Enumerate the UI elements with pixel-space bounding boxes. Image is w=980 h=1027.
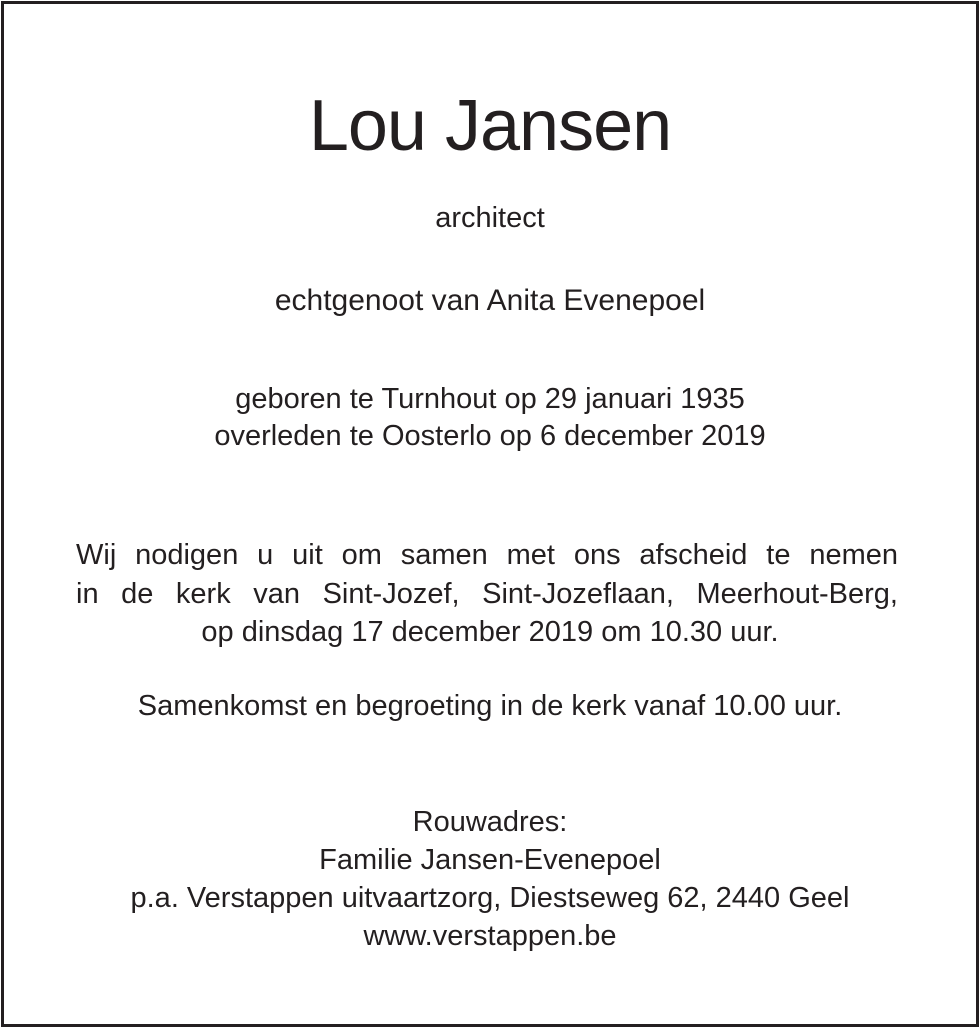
invitation-line-3: op dinsdag 17 december 2019 om 10.30 uur. [201, 616, 779, 648]
invitation-line-1: Wij nodigen u uit om samen met ons afscheid te nemen [76, 539, 898, 571]
gathering-line: Samenkomst en begroeting in de kerk vanaf 10.00 uur. [137, 690, 843, 722]
deceased-name: Lou Jansen [308, 86, 672, 166]
address-family: Familie Jansen-Evenepoel [319, 844, 661, 876]
profession: architect [435, 202, 545, 234]
spouse-line: echtgenoot van Anita Evenepoel [274, 284, 706, 317]
death-line: overleden te Oosterlo op 6 december 2019 [214, 420, 766, 452]
address-website: www.verstappen.be [363, 920, 617, 952]
birth-line: geboren te Turnhout op 29 januari 1935 [235, 383, 745, 415]
invitation-line-2: in de kerk van Sint-Jozef, Sint-Jozeflaan, Meerhout-Berg, [76, 578, 898, 610]
address-heading: Rouwadres: [412, 806, 568, 838]
address-funeral-home: p.a. Verstappen uitvaartzorg, Diestseweg 62, 2440 Geel [130, 882, 850, 914]
